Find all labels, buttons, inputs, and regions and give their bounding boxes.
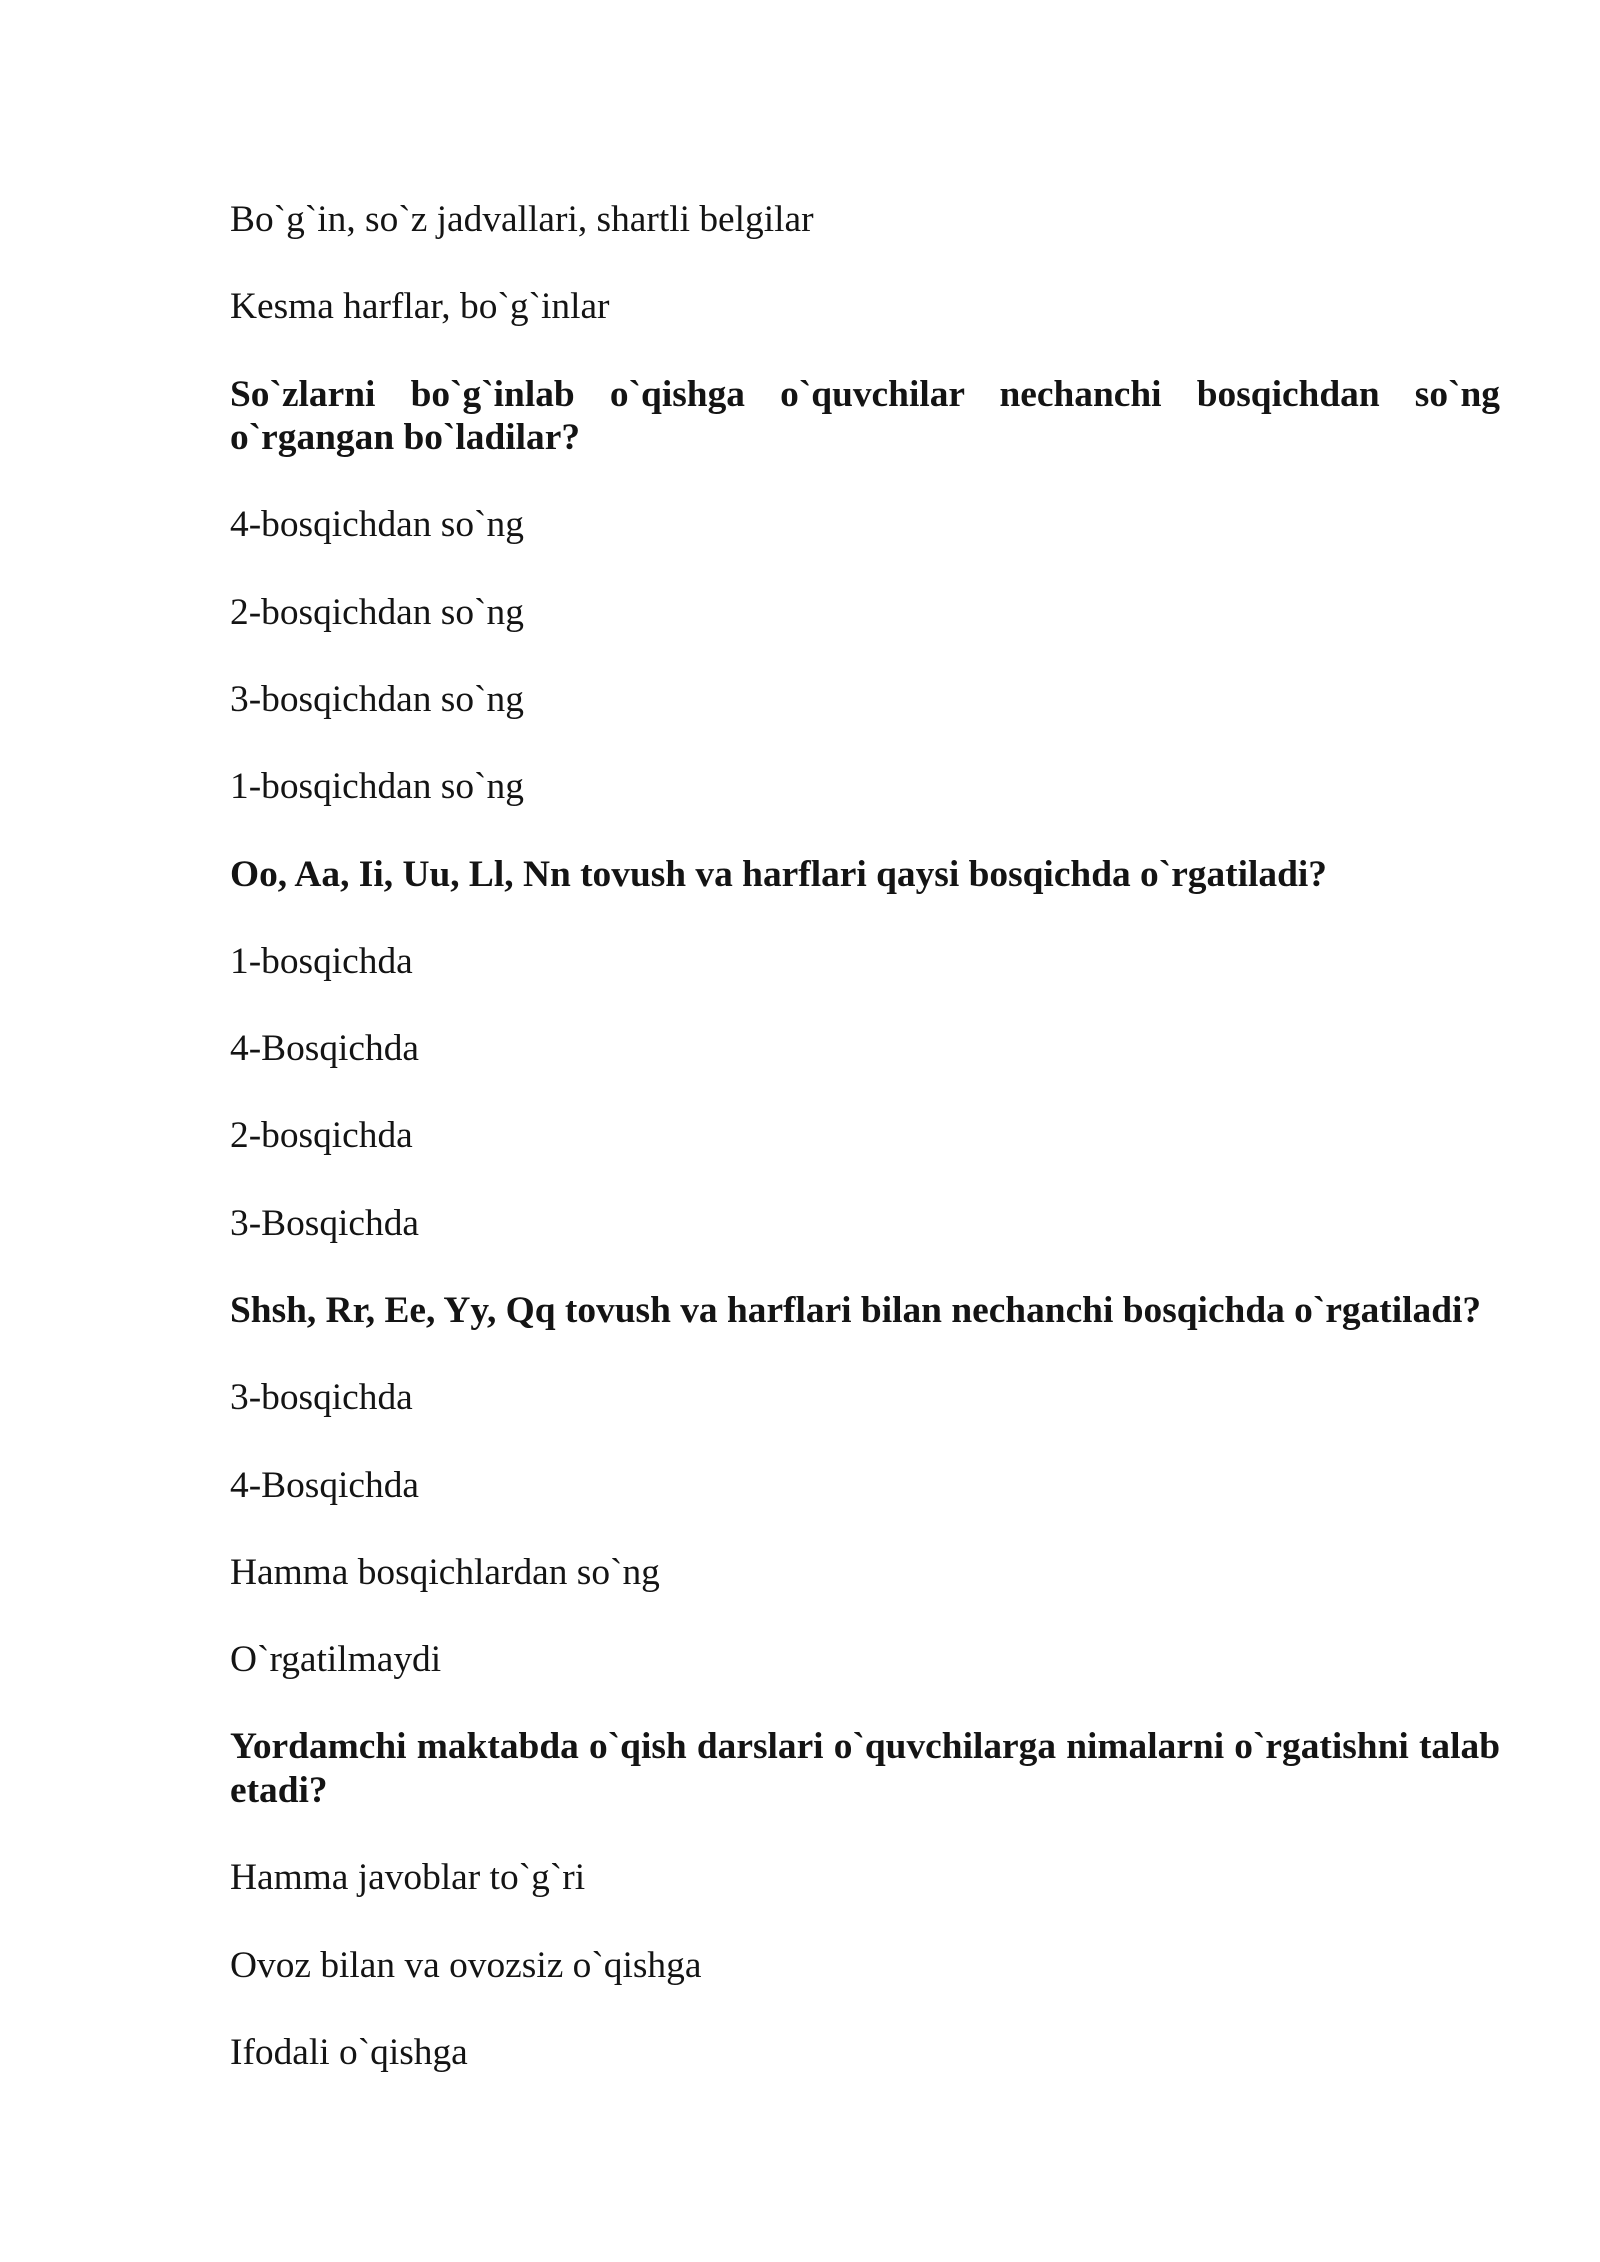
- question-text: Yordamchi maktabda o`qish darslari o`quvchilarga nimalarni o`rgatishni talab etadi?: [230, 1726, 1500, 1811]
- answer-option: 1-bosqichda: [230, 940, 413, 982]
- question-text: So`zlarni bo`g`inlab o`qishga o`quvchilar nechanchi bosqichdan so`ng o`rgangan bo`ladilar?: [230, 373, 1500, 459]
- answer-option: 4-bosqichdan so`ng: [230, 504, 524, 546]
- answer-option: 3-Bosqichda: [230, 1202, 419, 1244]
- answer-option: Hamma javoblar to`g`ri: [230, 1857, 586, 1899]
- answer-option: O`rgatilmaydi: [230, 1639, 442, 1681]
- answer-option: 1-bosqichdan so`ng: [230, 766, 524, 808]
- answer-option: 4-Bosqichda: [230, 1028, 419, 1070]
- answer-option: Kesma harflar, bo`g`inlar: [230, 286, 610, 328]
- question-text: Shsh, Rr, Ee, Yy, Qq tovush va harflari bilan nechanchi bosqichda o`rgatiladi?: [230, 1289, 1482, 1331]
- answer-option: 2-bosqichda: [230, 1115, 413, 1157]
- answer-option: 3-bosqichdan so`ng: [230, 679, 524, 720]
- answer-option: 4-Bosqichda: [230, 1464, 419, 1506]
- answer-option: Ifodali o`qishga: [230, 2031, 468, 2073]
- document-page: [230, 198, 1500, 2118]
- question-text: Oo, Aa, Ii, Uu, Ll, Nn tovush va harflari qaysi bosqichda o`rgatiladi?: [230, 853, 1327, 895]
- answer-option: 3-bosqichda: [230, 1377, 413, 1419]
- answer-option: Ovoz bilan va ovozsiz o`qishga: [230, 1944, 702, 1986]
- answer-option: 2-bosqichdan so`ng: [230, 591, 524, 633]
- answer-option: Hamma bosqichlardan so`ng: [230, 1551, 660, 1593]
- answer-option: Bo`g`in, so`z jadvallari, shartli belgilar: [230, 199, 814, 240]
